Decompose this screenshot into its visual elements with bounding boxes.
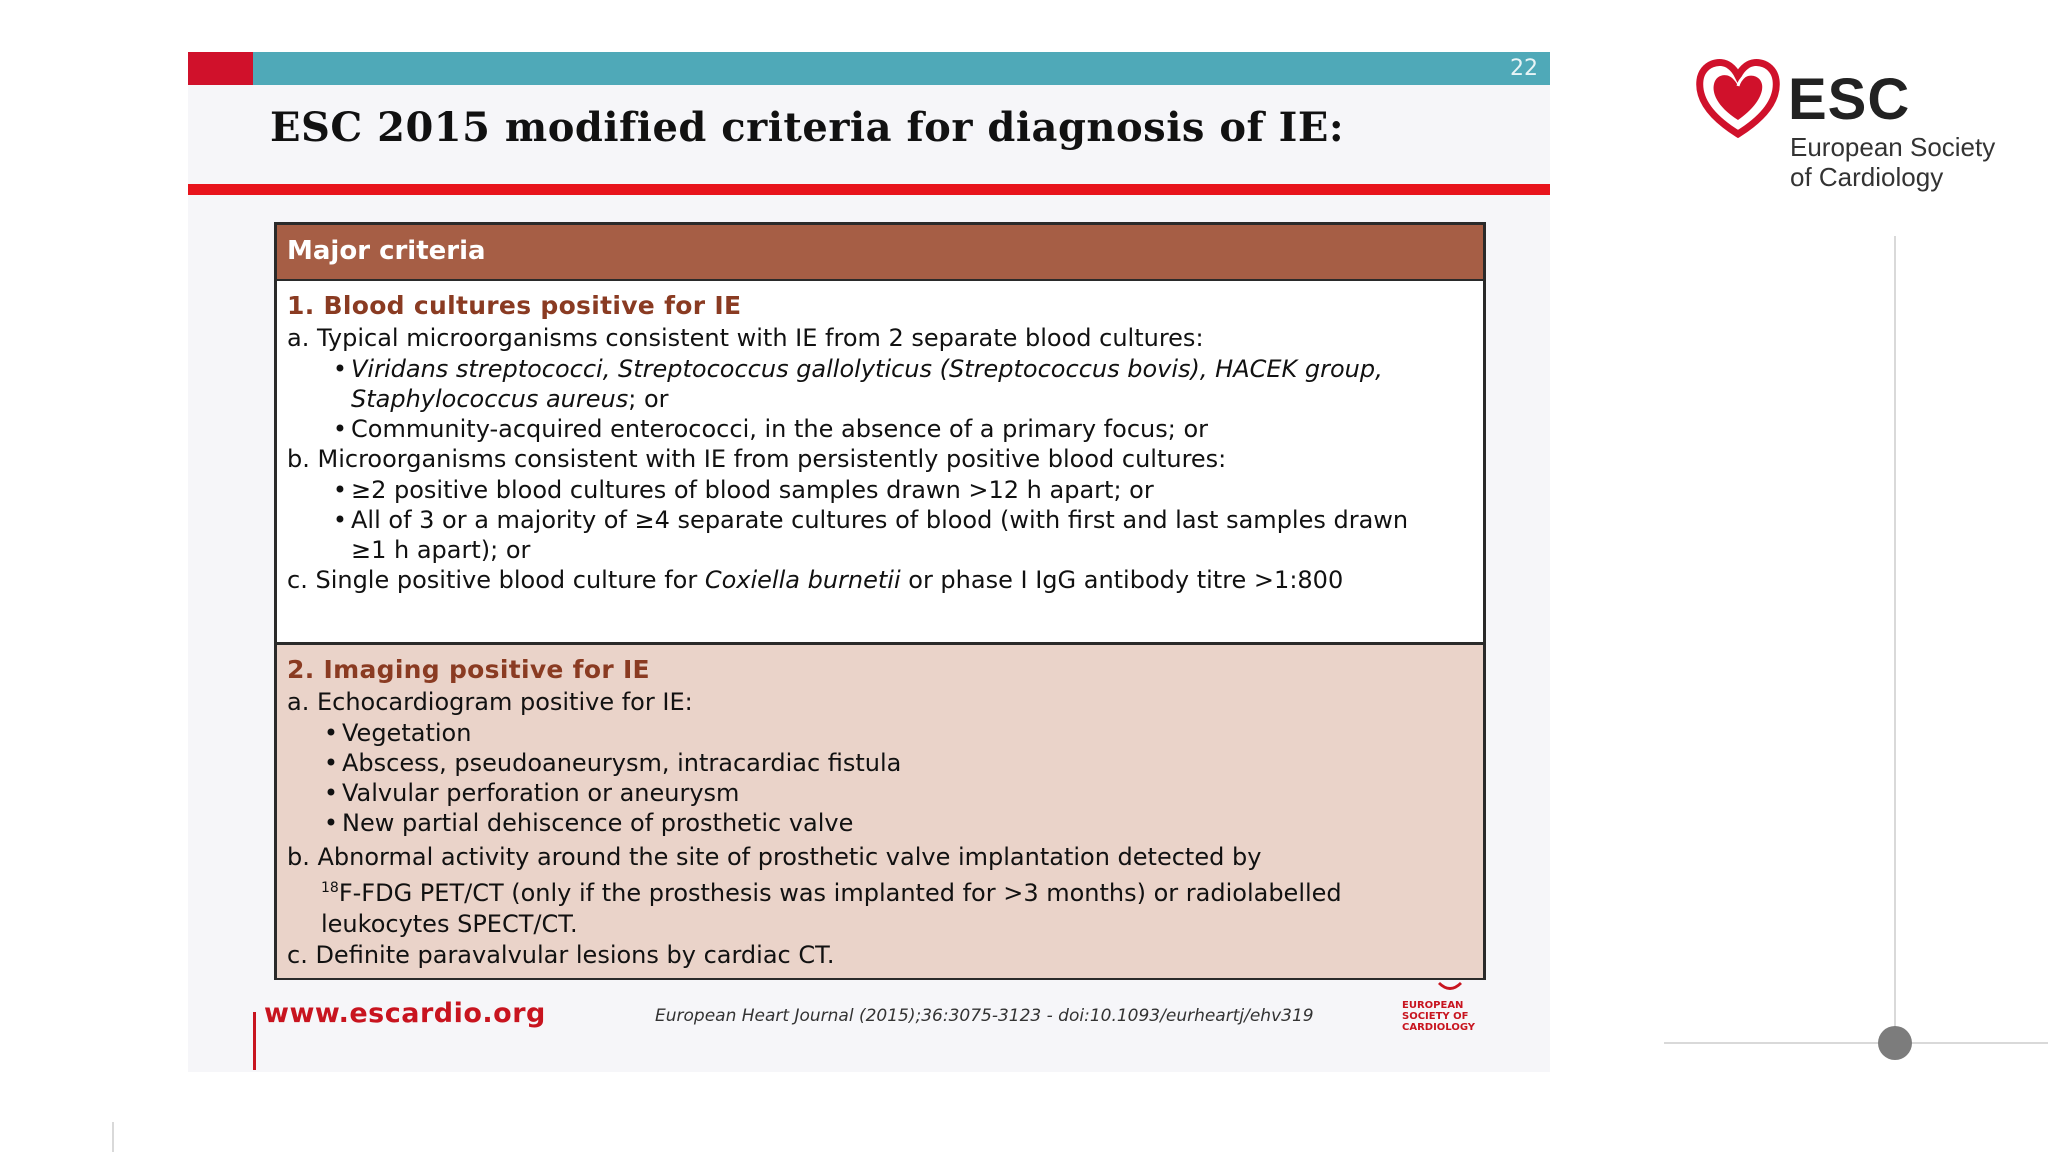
bullet-text: Abscess, pseudoaneurysm, intracardiac fistula — [342, 749, 902, 777]
bullet-icon: • — [332, 476, 348, 504]
bullet-text: Valvular perforation or aneurysm — [342, 779, 740, 807]
blood-cultures-section — [277, 281, 1483, 645]
criterion-c-organism: Coxiella burnetii — [704, 566, 901, 594]
bullet-text: Community-acquired enterococci, in the absence of a primary focus; or — [351, 415, 1208, 443]
footer-accent-line — [253, 1012, 256, 1070]
bullet-text: Vegetation — [342, 719, 472, 747]
blood-a-bullet-1 — [287, 354, 1473, 414]
blood-criterion-c — [287, 565, 1473, 596]
footer-url-link[interactable]: www.escardio.org — [264, 998, 546, 1029]
imaging-a-bullet-4 — [287, 808, 1473, 838]
imaging-criterion-c: c. Definite paravalvular lesions by cardiac CT. — [287, 941, 835, 969]
esc-mini-logo-text: EUROPEAN SOCIETY OF CARDIOLOGY — [1402, 1000, 1476, 1033]
bottom-left-divider — [112, 1122, 114, 1152]
imaging-a-bullet-1 — [287, 718, 1473, 748]
imaging-criterion-b-line3: leukocytes SPECT/CT. — [321, 910, 578, 938]
imaging-a-bullet-3 — [287, 778, 1473, 808]
title-underline — [188, 184, 1550, 195]
bullet-icon: • — [332, 355, 348, 383]
blood-criterion-b: b. Microorganisms consistent with IE from persistently positive blood cultures: — [287, 445, 1227, 473]
right-horizontal-divider — [1664, 1042, 2048, 1044]
slide-top-bar-teal — [253, 52, 1550, 85]
bullet-icon: • — [332, 506, 348, 534]
bullet-icon: • — [323, 779, 339, 807]
bullet-icon: • — [323, 809, 339, 837]
imaging-a-bullet-2 — [287, 748, 1473, 778]
slide-top-bar-red — [188, 52, 253, 85]
right-vertical-divider — [1894, 236, 1896, 1044]
esc-brand-subtitle — [1790, 132, 1995, 192]
blood-criterion-a: a. Typical microorganisms consistent with IE from 2 separate blood cultures: — [287, 324, 1204, 352]
bullet-icon: • — [323, 749, 339, 777]
blood-a-bullet-2 — [287, 414, 1473, 444]
slider-handle-dot[interactable] — [1878, 1026, 1912, 1060]
imaging-heading: 2. Imaging positive for IE — [287, 655, 650, 684]
criterion-c-prefix: c. Single positive blood culture for — [287, 566, 705, 594]
organism-list-tail: ; or — [628, 385, 669, 413]
isotope-superscript: 18 — [321, 880, 339, 896]
esc-brand-subtitle-line2: of Cardiology — [1790, 162, 1944, 192]
imaging-section — [277, 645, 1483, 978]
slide-title: ESC 2015 modified criteria for diagnosis of IE: — [270, 104, 1345, 151]
bullet-text: New partial dehiscence of prosthetic valve — [342, 809, 854, 837]
imaging-criterion-b-line1: b. Abnormal activity around the site of prosthetic valve implantation detected by — [287, 843, 1262, 871]
criterion-c-suffix: or phase I IgG antibody titre >1:800 — [900, 566, 1344, 594]
imaging-b-text: F-FDG PET/CT (only if the prosthesis was implanted for >3 months) or radiolabelled — [338, 879, 1342, 907]
heart-logo-icon — [1696, 56, 1780, 138]
bullet-text: ≥2 positive blood cultures of blood samples drawn >12 h apart; or — [351, 476, 1154, 504]
footer-reference: European Heart Journal (2015);36:3075-3123 - doi:10.1093/eurheartj/ehv319 — [655, 1006, 1314, 1026]
blood-b-bullet-2 — [287, 505, 1473, 565]
blood-b-bullet-1 — [287, 475, 1473, 505]
bullet-icon: • — [332, 415, 348, 443]
imaging-criterion-b-line2 — [287, 873, 1473, 909]
organism-list: Viridans streptococci, Streptococcus gallolyticus (Streptococcus bovis), HACEK group, — [351, 355, 1383, 383]
bullet-icon: • — [323, 719, 339, 747]
bullet-text-line2: ≥1 h apart); or — [351, 536, 531, 564]
blood-cultures-heading: 1. Blood cultures positive for IE — [287, 291, 742, 320]
table-header: Major criteria — [277, 225, 1483, 281]
organism-list-cont: Staphylococcus aureus — [351, 385, 629, 413]
slide-number: 22 — [1510, 56, 1538, 81]
esc-brand-subtitle-line1: European Society — [1790, 132, 1996, 162]
bullet-text-line1: All of 3 or a majority of ≥4 separate cultures of blood (with first and last samples drawn — [351, 506, 1409, 534]
major-criteria-table — [274, 222, 1486, 980]
esc-brand-title: ESC — [1788, 67, 1911, 132]
imaging-criterion-a: a. Echocardiogram positive for IE: — [287, 688, 693, 716]
